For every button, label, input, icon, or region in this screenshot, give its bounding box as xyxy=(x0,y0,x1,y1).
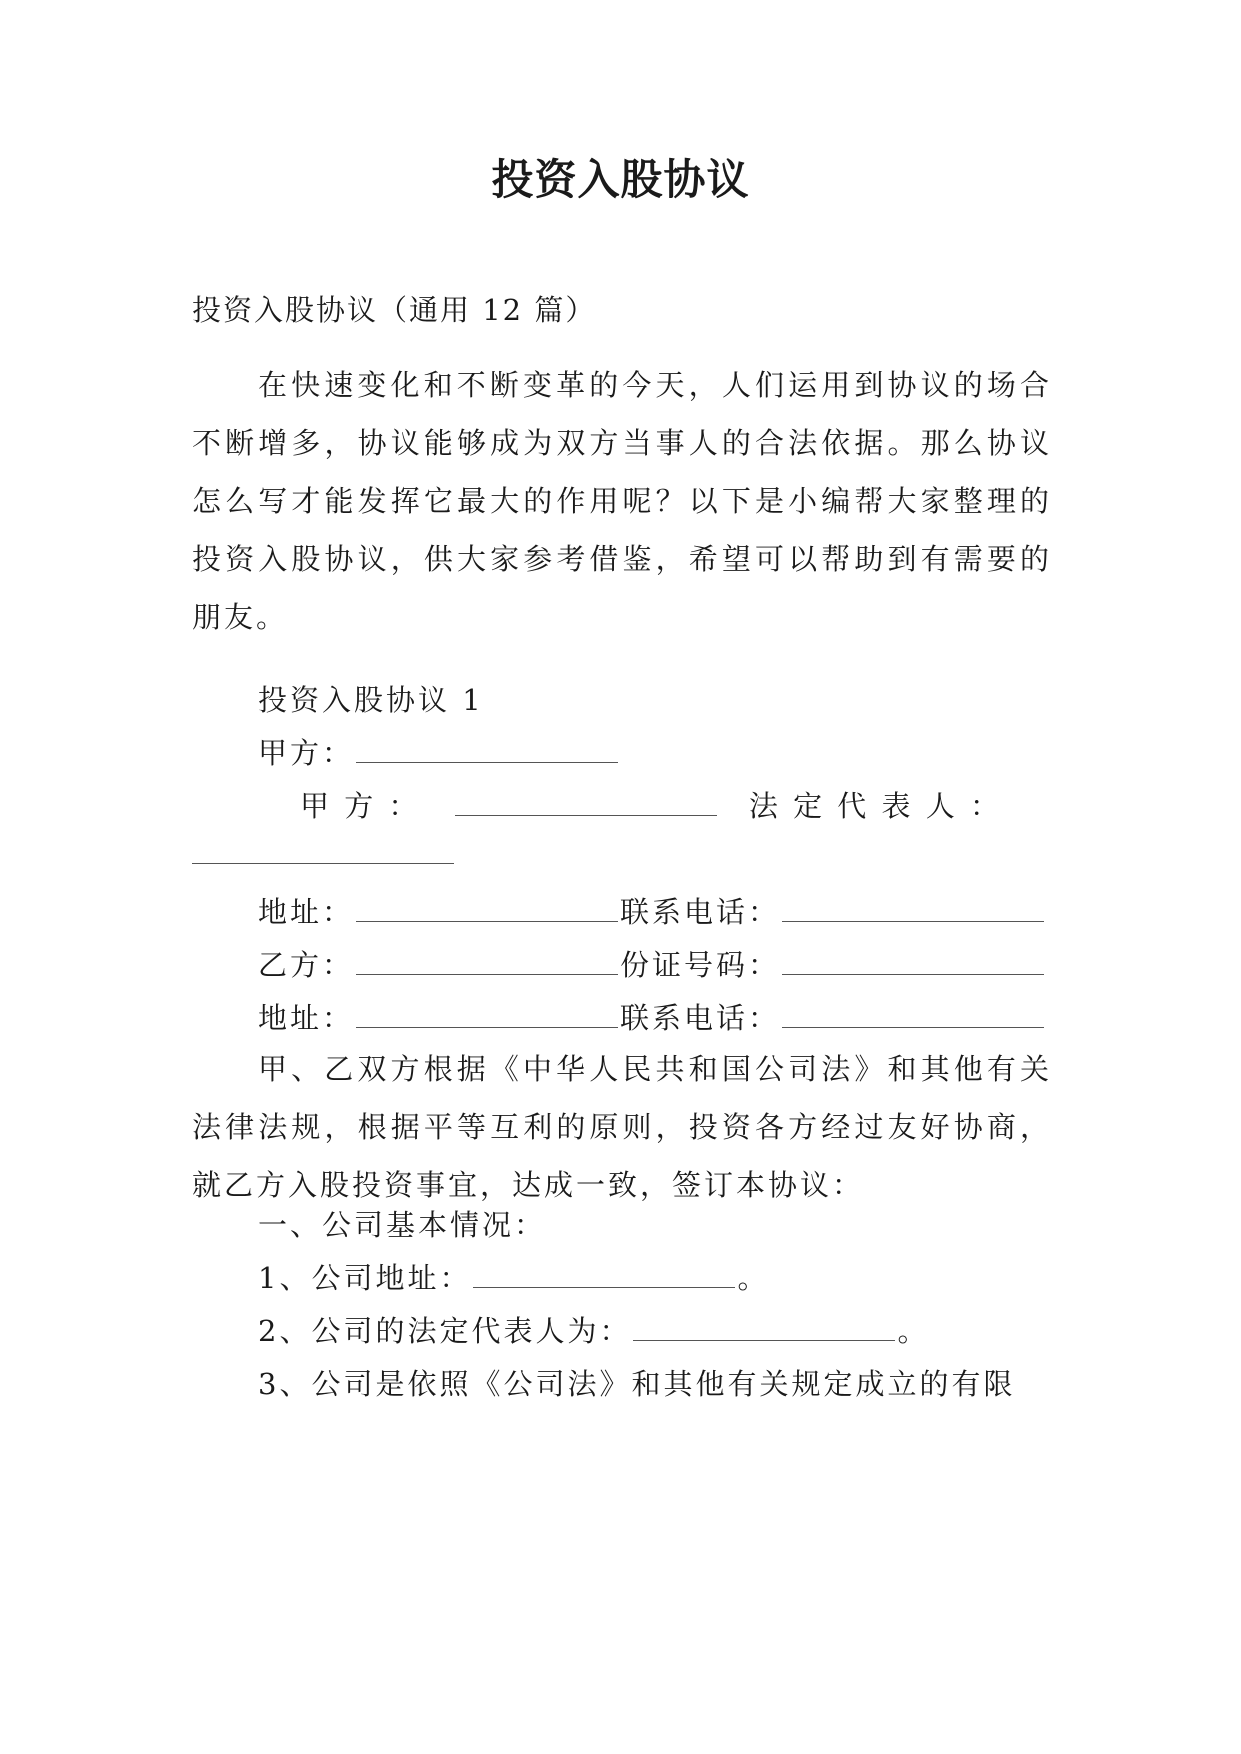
phone-label: 联系电话： xyxy=(620,895,781,929)
item1-line xyxy=(258,1258,1118,1298)
address2-blank[interactable] xyxy=(356,1001,618,1028)
legal-rep-blank-line xyxy=(192,834,1052,874)
party-a-line xyxy=(258,733,1118,773)
legal-rep-blank[interactable] xyxy=(192,837,454,864)
item3-line: 3、公司是依照《公司法》和其他有关规定成立的有限 xyxy=(258,1367,1016,1401)
id-blank[interactable] xyxy=(782,948,1044,975)
phone2-label: 联系电话： xyxy=(620,1001,781,1035)
phone2-blank[interactable] xyxy=(782,1001,1044,1028)
party-b-blank[interactable] xyxy=(356,948,618,975)
item1-blank[interactable] xyxy=(473,1261,735,1288)
item2-blank[interactable] xyxy=(633,1314,895,1341)
section-heading: 投资入股协议 1 xyxy=(258,683,484,717)
party-a-rep-blank[interactable] xyxy=(455,789,717,816)
item1-label: 1、公司地址： xyxy=(258,1261,472,1295)
address-blank[interactable] xyxy=(356,895,618,922)
party-a-label: 甲方： xyxy=(258,736,355,770)
legal-rep-line xyxy=(300,786,1160,826)
intro-paragraph: 在快速变化和不断变革的今天，人们运用到协议的场合不断增多，协议能够成为双方当事人的合法依据。那么协议怎么写才能发挥它最大的作用呢？以下是小编帮大家整理的投资入股协议，供大家参考借鉴，希望可以帮助到有需要的朋友。 xyxy=(192,368,1052,634)
item2-suffix: 。 xyxy=(897,1314,930,1348)
address2-line xyxy=(258,998,1118,1038)
address-line xyxy=(258,892,1118,932)
preamble-paragraph: 甲、乙双方根据《中华人民共和国公司法》和其他有关法律法规，根据平等互利的原则，投资各方经过友好协商，就乙方入股投资事宜，达成一致，签订本协议： xyxy=(192,1052,1052,1202)
item1-suffix: 。 xyxy=(737,1261,770,1295)
party-a-blank[interactable] xyxy=(356,736,618,763)
item-heading: 一、公司基本情况： xyxy=(258,1208,547,1242)
party-b-line xyxy=(258,945,1118,985)
item2-label: 2、公司的法定代表人为： xyxy=(258,1314,632,1348)
document-title: 投资入股协议 xyxy=(491,155,750,204)
address-label: 地址： xyxy=(258,895,355,929)
id-label: 份证号码： xyxy=(620,948,781,982)
phone-blank[interactable] xyxy=(782,895,1044,922)
address2-label: 地址： xyxy=(258,1001,355,1035)
party-a-rep-label: 甲 方 ： xyxy=(300,789,421,823)
party-b-label: 乙方： xyxy=(258,948,355,982)
document-subtitle: 投资入股协议（通用 12 篇） xyxy=(192,293,597,327)
item2-line xyxy=(258,1311,1118,1351)
legal-rep-label: 法 定 代 表 人 ： xyxy=(748,789,1002,823)
